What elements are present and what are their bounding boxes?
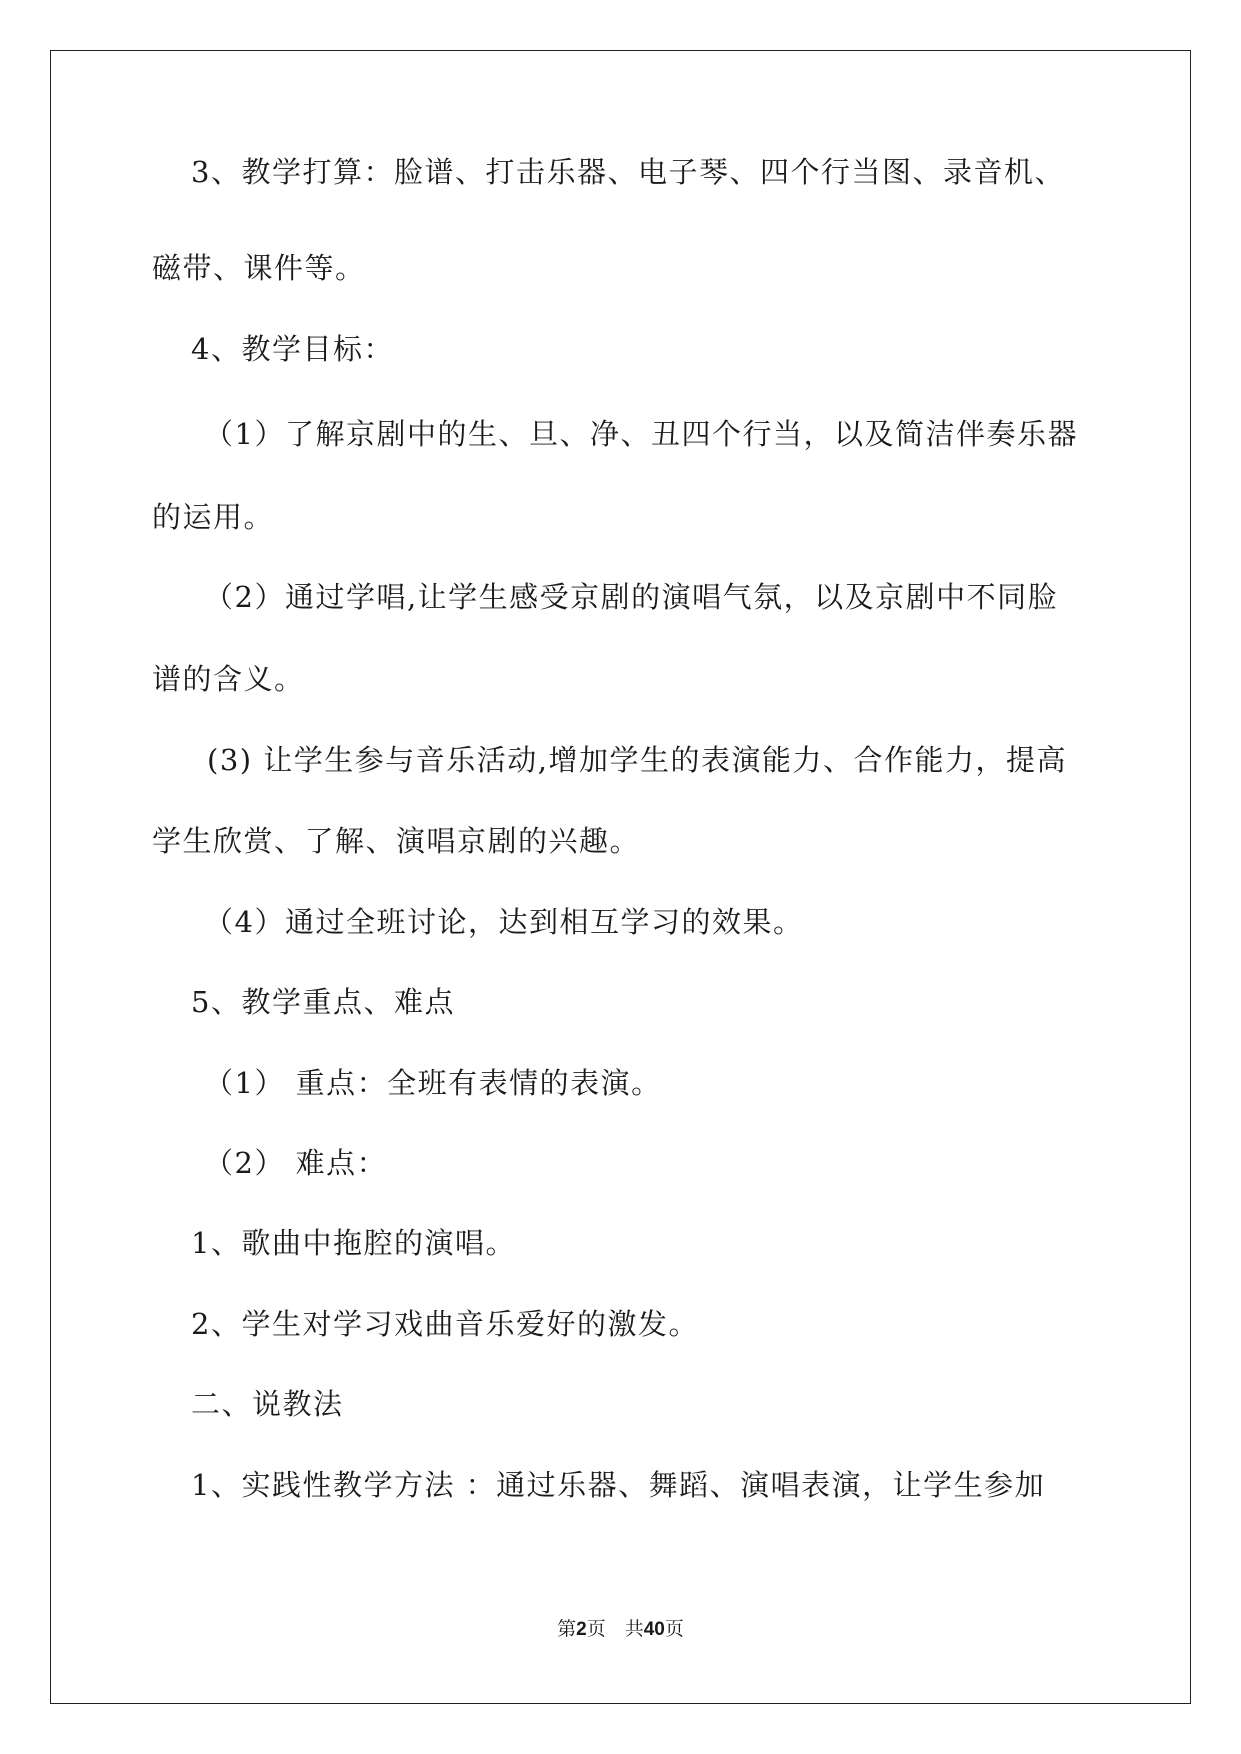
footer-total-pages: 40	[643, 1619, 665, 1640]
text-line: （2） 难点：	[204, 1146, 388, 1180]
text-line: （2）通过学唱,让学生感受京剧的演唱气氛，以及京剧中不同脸	[204, 580, 1059, 614]
page-footer	[0, 1614, 1241, 1641]
text-line: 磁带、课件等。	[152, 251, 366, 285]
text-line: 学生欣赏、了解、演唱京剧的兴趣。	[152, 824, 641, 858]
footer-suffix: 页	[664, 1618, 684, 1640]
text-line: （1）了解京剧中的生、旦、净、丑四个行当，以及简洁伴奏乐器	[204, 417, 1078, 451]
footer-page-number: 2	[576, 1619, 587, 1640]
text-line: 谱的含义。	[152, 662, 305, 696]
text-line: 5、教学重点、难点	[191, 985, 455, 1019]
text-line: 3、教学打算：脸谱、打击乐器、电子琴、四个行当图、录音机、	[191, 155, 1065, 189]
text-line: 1、歌曲中拖腔的演唱。	[191, 1226, 516, 1260]
text-line: (3) 让学生参与音乐活动,增加学生的表演能力、合作能力，提高	[207, 743, 1068, 777]
text-line: 的运用。	[152, 500, 275, 534]
text-line: 二、说教法	[191, 1387, 344, 1421]
text-line: 4、教学目标：	[191, 332, 394, 366]
text-line: （1） 重点：全班有表情的表演。	[204, 1066, 662, 1100]
text-line: （4）通过全班讨论，达到相互学习的效果。	[204, 905, 804, 939]
footer-prefix: 第	[557, 1618, 577, 1640]
footer-mid: 页 共	[586, 1618, 644, 1640]
text-line: 1、实践性教学方法 ：通过乐器、舞蹈、演唱表演，让学生参加	[191, 1468, 1046, 1502]
page-border	[50, 50, 1191, 1704]
text-line: 2、学生对学习戏曲音乐爱好的激发。	[191, 1307, 699, 1341]
